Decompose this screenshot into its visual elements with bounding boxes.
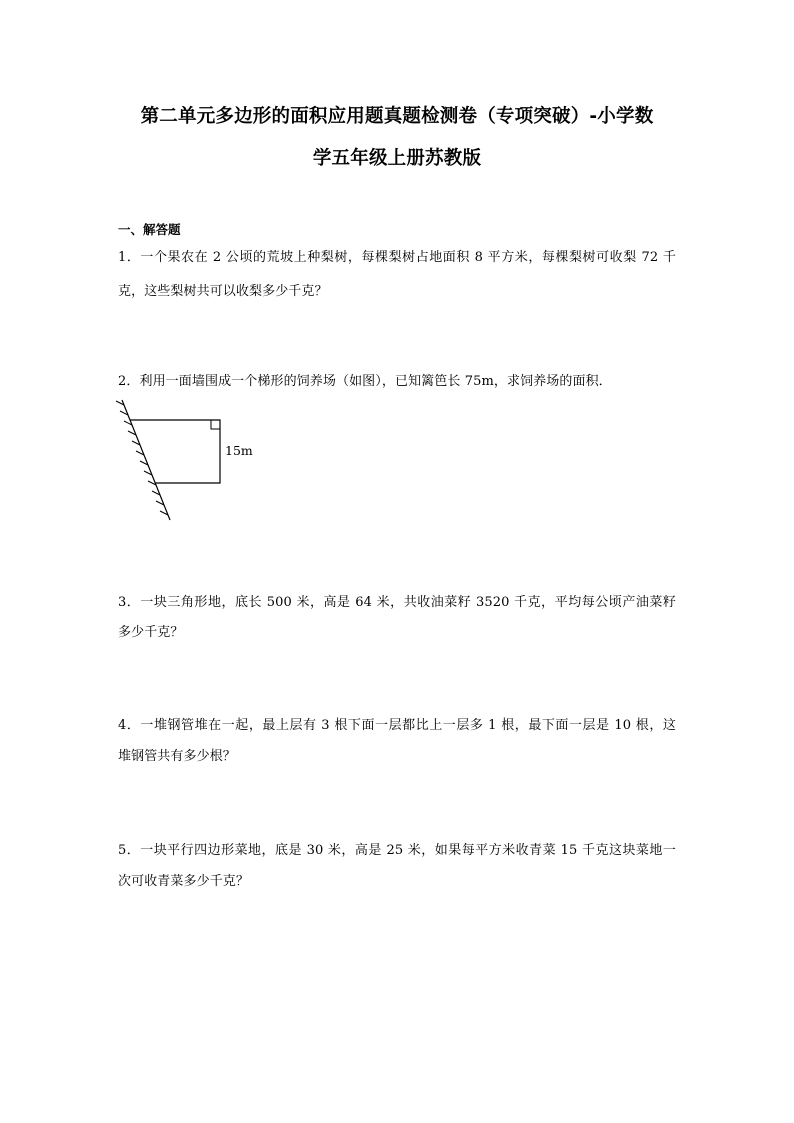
wall-line <box>122 400 170 520</box>
right-angle-marker <box>211 420 220 429</box>
question-1-line-2: 克，这些梨树共可以收梨多少千克？ <box>118 284 328 299</box>
question-4-line-1: 4．一堆钢管堆在一起，最上层有 3 根下面一层都比上一层多 1 根，最下面一层是 10 根，这 <box>118 718 676 733</box>
question-2-line-1: 2．利用一面墙围成一个梯形的饲养场（如图），已知篱笆长 75m，求饲养场的面积． <box>118 374 612 389</box>
page-title-line-1: 第二单元多边形的面积应用题真题检测卷（专项突破）-小学数 <box>140 106 654 127</box>
page-title-line-2: 学五年级上册苏教版 <box>312 148 482 169</box>
section-heading: 一、解答题 <box>118 222 181 237</box>
question-5-line-1: 5．一块平行四边形菜地，底是 30 米，高是 25 米，如果每平方米收青菜 15 千克这块菜地一 <box>118 843 676 858</box>
question-3-line-1: 3．一块三角形地，底长 500 米，高是 64 米，共收油菜籽 3520 千克，平均每公顷产油菜籽 <box>118 595 676 610</box>
wall-hatching <box>116 401 168 515</box>
question-1-line-1: 1．一个果农在 2 公顷的荒坡上种梨树，每棵梨树占地面积 8 平方米，每棵梨树可收梨 72 千 <box>118 250 676 265</box>
question-5-line-2: 次可收青菜多少千克？ <box>118 874 250 889</box>
question-4-line-2: 堆钢管共有多少根？ <box>118 749 236 764</box>
trapezoid-enclosure-diagram <box>112 398 272 526</box>
fence-outline <box>130 420 220 483</box>
height-label: 15m <box>225 443 253 458</box>
question-3-line-2: 多少千克？ <box>118 625 184 640</box>
